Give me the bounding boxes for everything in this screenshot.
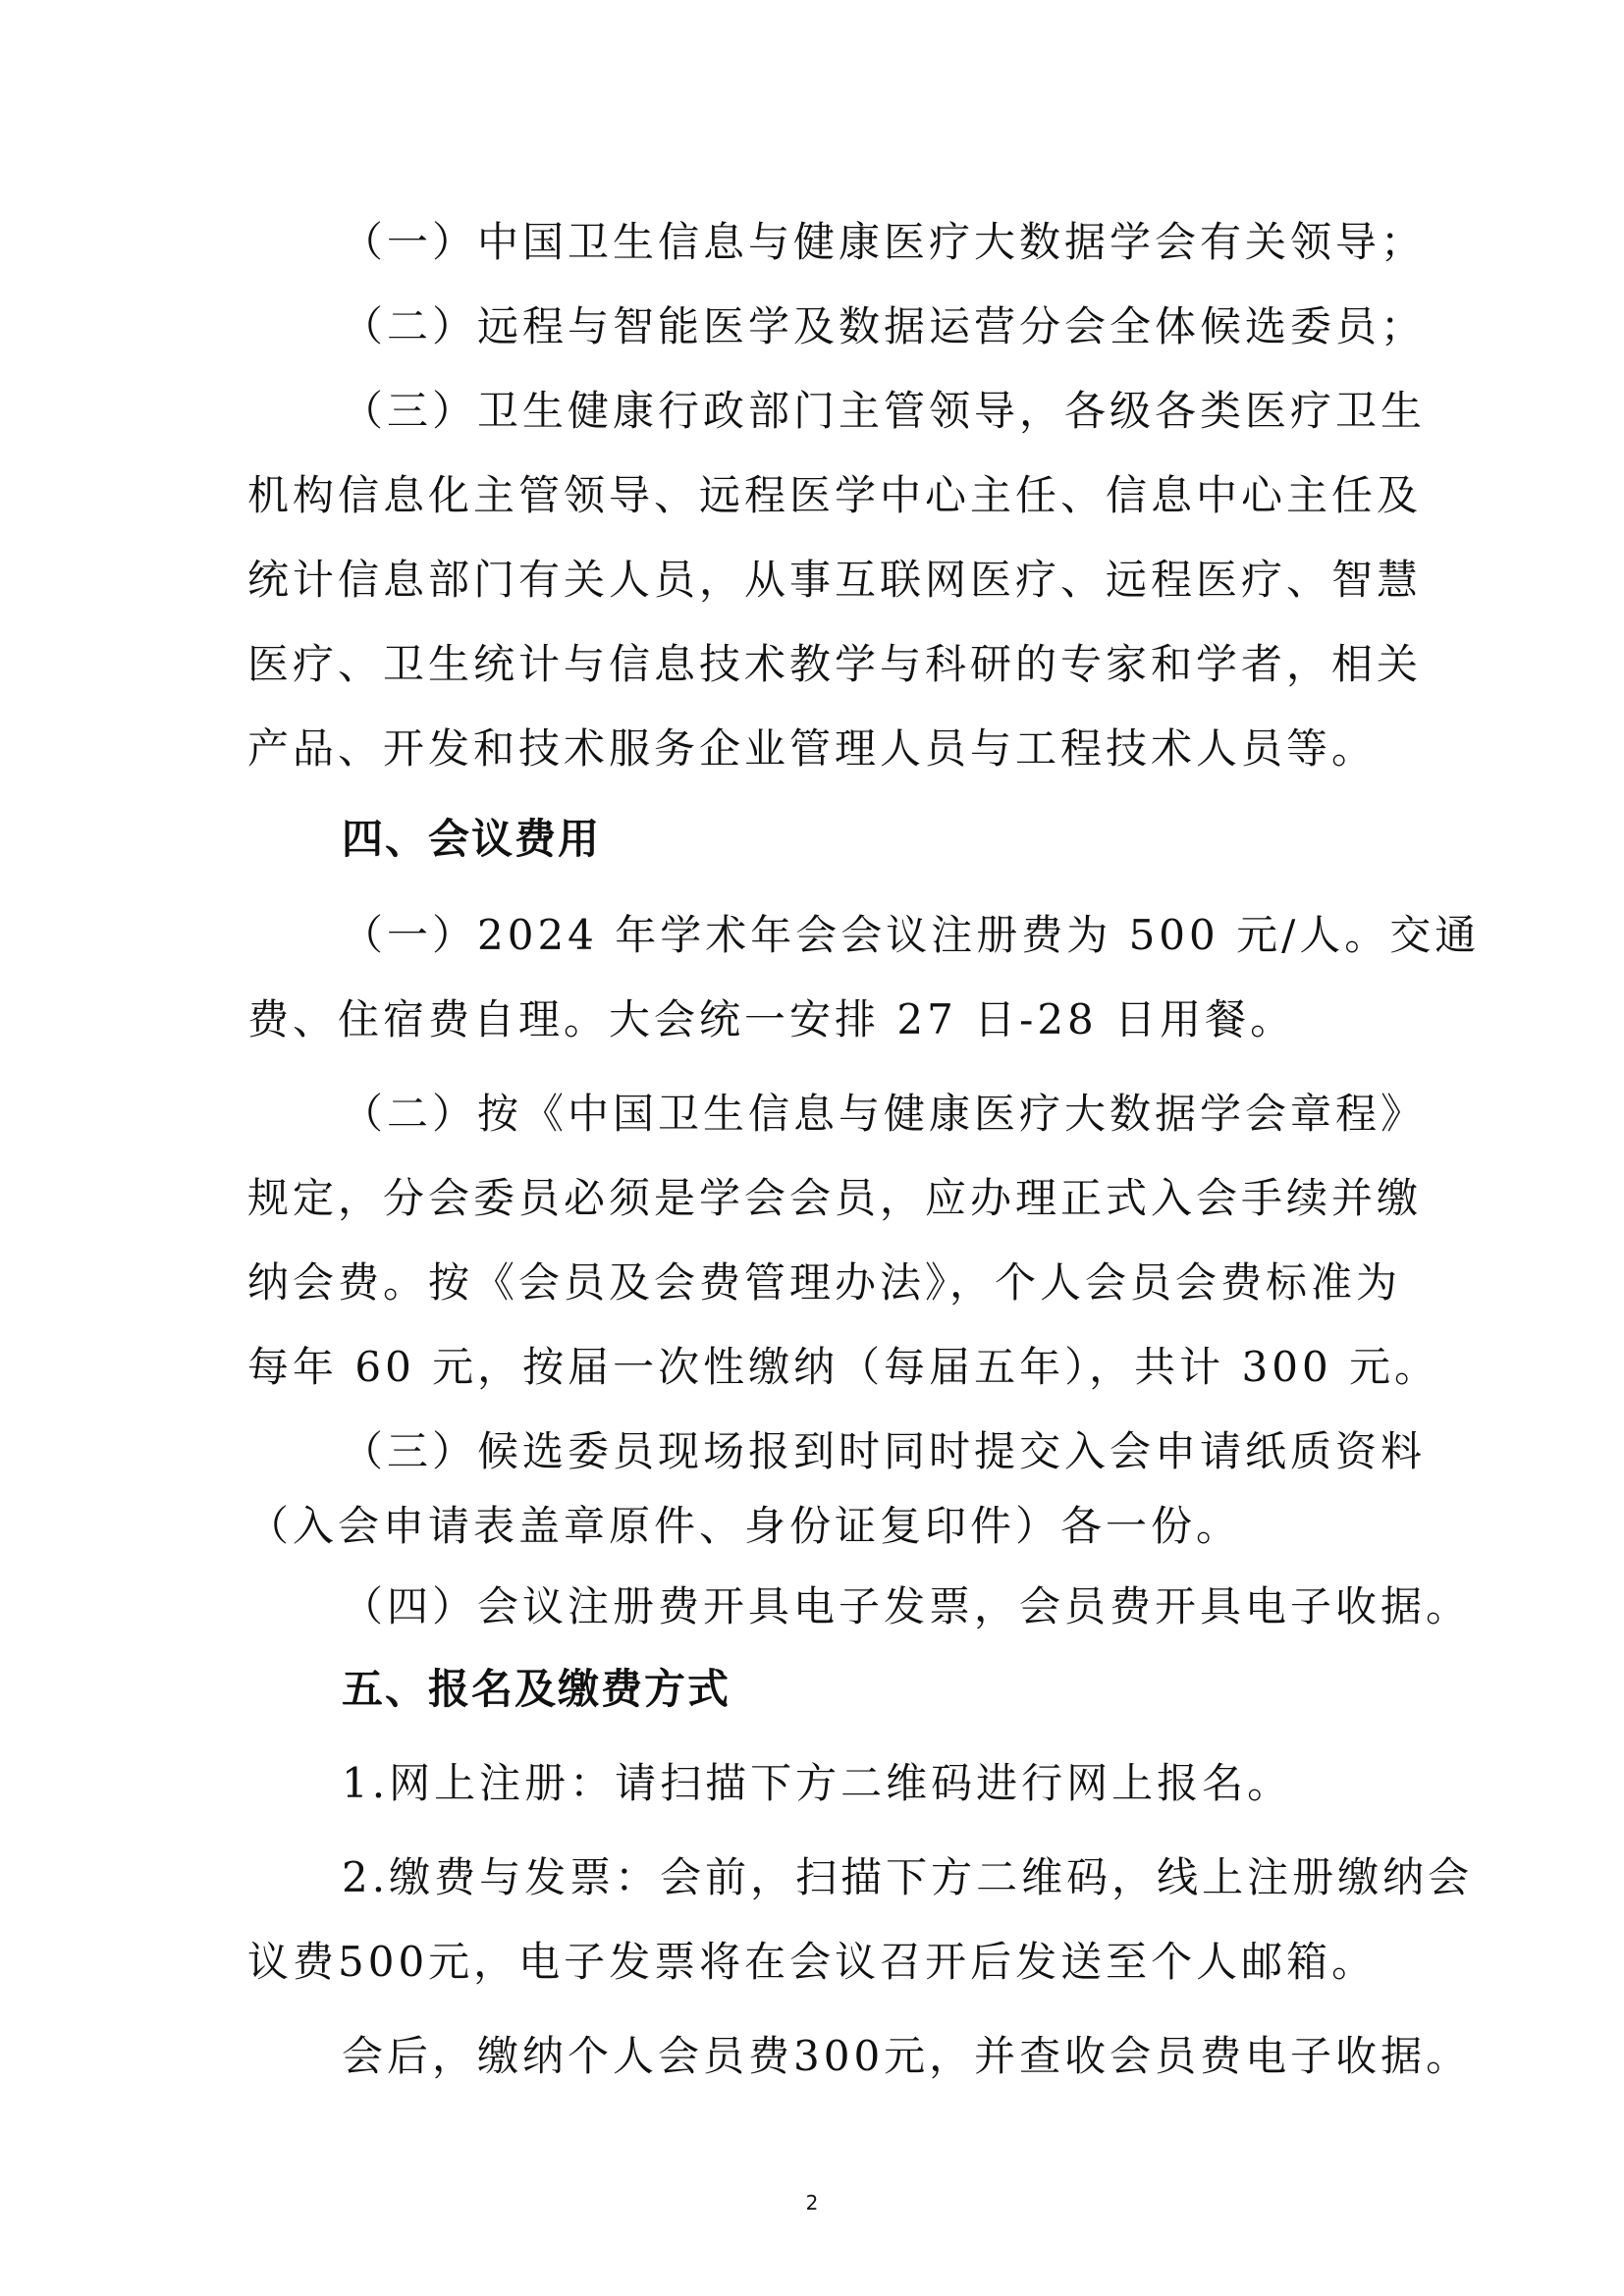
page-number: 2 — [805, 2191, 819, 2215]
attendee-item-3: （三）卫生健康行政部门主管领导，各级各类医疗卫生 — [342, 387, 1427, 435]
attendee-item-1: （一）中国卫生信息与健康医疗大数据学会有关领导； — [342, 218, 1427, 266]
registration-item-2-cont: 议费500元，电子发票将在会议召开后发送至个人邮箱。 — [247, 1938, 1378, 1986]
registration-item-3: 会后，缴纳个人会员费300元，并查收会员费电子收据。 — [342, 2032, 1472, 2080]
section-heading-fees: 四、会议费用 — [342, 815, 602, 863]
fee-item-2: （二）按《中国卫生信息与健康医疗大数据学会章程》 — [342, 1090, 1427, 1138]
attendee-item-3-cont-3: 医疗、卫生统计与信息技术教学与科研的专家和学者，相关 — [247, 640, 1423, 688]
section-heading-registration: 五、报名及缴费方式 — [342, 1665, 731, 1713]
attendee-item-3-cont-4: 产品、开发和技术服务企业管理人员与工程技术人员等。 — [247, 724, 1378, 773]
fee-item-1: （一）2024 年学术年会会议注册费为 500 元/人。交通 — [342, 911, 1481, 959]
attendee-item-3-cont-2: 统计信息部门有关人员，从事互联网医疗、远程医疗、智慧 — [247, 556, 1423, 604]
fee-item-2-cont-1: 规定，分会委员必须是学会会员，应办理正式入会手续并缴 — [247, 1174, 1423, 1222]
fee-item-2-cont-2: 纳会费。按《会员及会费管理办法》，个人会员会费标准为 — [247, 1258, 1402, 1307]
fee-item-3: （三）候选委员现场报到时同时提交入会申请纸质资料 — [342, 1427, 1427, 1475]
fee-item-1-cont: 费、住宿费自理。大会统一安排 27 日-28 日用餐。 — [247, 995, 1296, 1043]
fee-item-3-cont: （入会申请表盖章原件、身份证复印件）各一份。 — [247, 1502, 1242, 1550]
registration-item-2: 2.缴费与发票：会前，扫描下方二维码，线上注册缴纳会 — [342, 1853, 1474, 1901]
fee-item-4: （四）会议注册费开具电子发票，会员费开具电子收据。 — [342, 1582, 1472, 1630]
registration-item-1: 1.网上注册：请扫描下方二维码进行网上报名。 — [342, 1759, 1293, 1807]
attendee-item-3-cont-1: 机构信息化主管领导、远程医学中心主任、信息中心主任及 — [247, 471, 1423, 519]
fee-item-2-cont-3: 每年 60 元，按届一次性缴纳（每届五年），共计 300 元。 — [247, 1343, 1440, 1391]
attendee-item-2: （二）远程与智能医学及数据运营分会全体候选委员； — [342, 302, 1427, 350]
